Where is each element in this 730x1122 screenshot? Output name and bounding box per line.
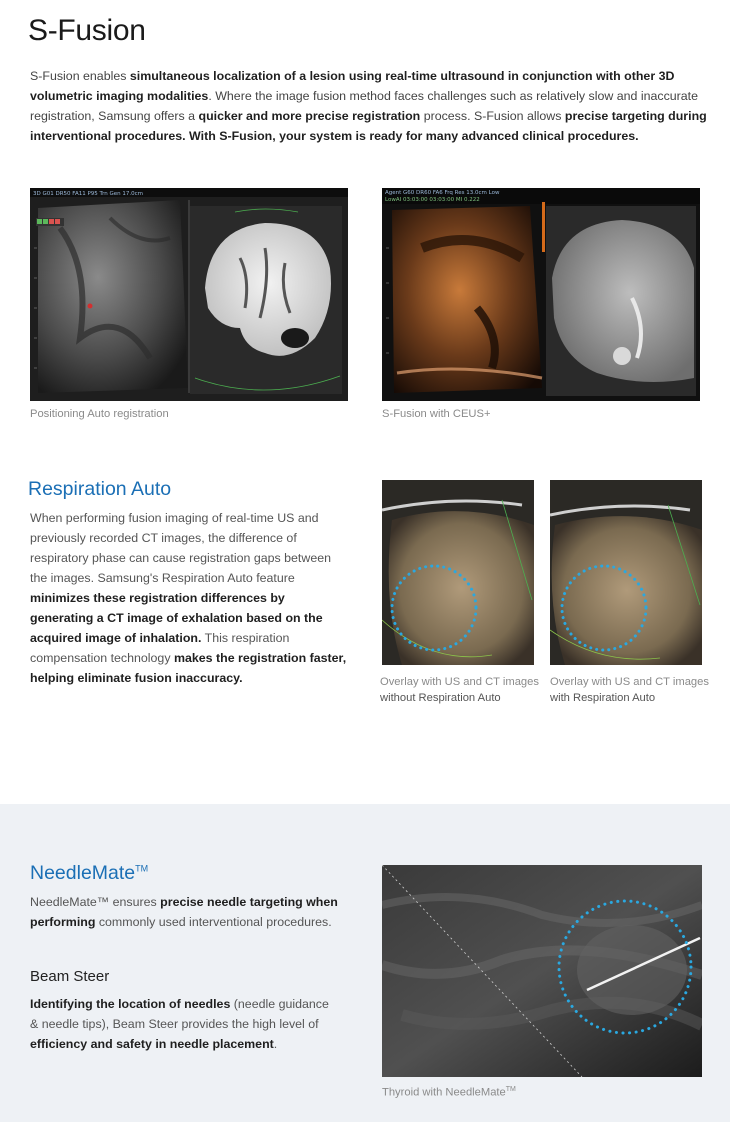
thyroid-image [382,865,702,1077]
caption-line: Overlay with US and CT images [550,676,709,688]
intro-bold: With S-Fusion, your system is ready for many advanced clinical procedures. [185,129,639,143]
intro-text: . Where the image fusion method faces challenges such as relatively slow and inaccurate registration, Samsung offers a [30,89,699,123]
caption-line: with Respiration Auto [550,692,656,704]
page-title: S-Fusion [28,14,146,47]
caption-line: Overlay with US and CT images [380,676,539,688]
overlay-without-caption [380,674,539,706]
overlay-with-image [550,480,702,665]
thyroid-caption [382,1082,516,1101]
intro-bold: precise targeting during interventional procedures. [30,109,707,143]
respiration-bold: makes the registration faster, helping eliminate fusion inaccuracy. [30,651,347,685]
intro-bold: simultaneous localization of a lesion using real-time ultrasound in conjunction with other 3D volumetric imaging modalities [30,69,675,103]
needlemate-heading [30,862,148,885]
trademark-mark: TM [505,1086,516,1093]
respiration-text: When performing fusion imaging of real-time US and previously recorded CT images, the difference of respiratory phase can cause registration gaps between the images. Samsung's Respiration Auto feature [30,511,331,585]
respiration-heading: Respiration Auto [28,478,172,500]
beam-steer-bold: Identifying the location of needles [30,997,231,1011]
positioning-caption: Positioning Auto registration [30,408,169,420]
intro-text: process. S-Fusion allows [420,109,565,123]
respiration-paragraph [30,508,350,688]
us-topbar-text: 3D G01 DR50 FA11 P95 Trn Gen 17.0cm [33,191,143,197]
beam-steer-text: . [273,1037,278,1051]
needlemate-text: NeedleMate™ ensures [30,895,161,909]
needlemate-paragraph [30,892,350,932]
beam-steer-paragraph [30,994,330,1054]
respiration-bold: minimizes these registration differences by generating a CT image of exhalation based on the acquired image of inhalation. [30,591,323,645]
us-topbar-text: Agent G60 DR60 FA6 Frq Res 13.0cm Low [385,190,500,196]
respiration-text: This respiration compensation technology [30,631,290,665]
intro-bold: quicker and more precise registration [198,109,421,123]
beam-steer-text: (needle guidance & needle tips), Beam Steer provides the high level of [30,997,329,1031]
ceus-image [382,188,700,401]
beam-steer-heading: Beam Steer [30,968,110,985]
positioning-image [30,188,348,401]
us-timer-text: LowAI 03:03:00 03:03:00 MI 0.222 [385,197,480,203]
beam-steer-bold: efficiency and safety in needle placement [30,1037,274,1051]
ceus-caption: S-Fusion with CEUS+ [382,408,491,420]
thyroid-caption-text: Thyroid with NeedleMate [382,1086,506,1099]
intro-text: S-Fusion enables [30,69,130,83]
intro-paragraph [30,66,710,146]
caption-line: without Respiration Auto [380,692,501,704]
needlemate-text: commonly used interventional procedures. [95,915,332,929]
overlay-with-caption [550,674,709,706]
needlemate-heading-text: NeedleMate [30,862,136,884]
overlay-without-image [382,480,534,665]
needlemate-bold: precise needle targeting when performing [30,895,338,929]
trademark-mark: TM [135,863,149,874]
